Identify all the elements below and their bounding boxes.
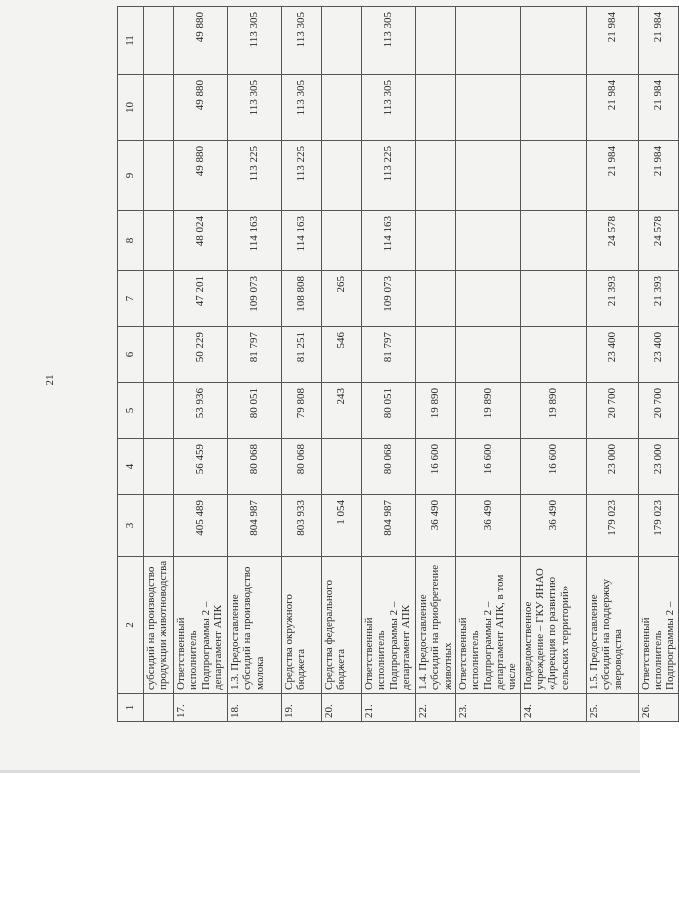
row-name: Подведомственное учреждение – ГКУ ЯНАО «Дирекция по развитию сельских территорий» <box>520 557 586 694</box>
value-cell: 113 225 <box>282 141 322 211</box>
value-cell: 243 <box>322 383 362 439</box>
value-cell <box>520 271 586 327</box>
value-cell <box>144 495 174 557</box>
value-cell: 546 <box>322 327 362 383</box>
value-cell <box>520 141 586 211</box>
scan-edge <box>0 770 640 773</box>
value-cell: 108 808 <box>282 271 322 327</box>
value-cell <box>456 7 521 75</box>
value-cell: 1 054 <box>322 495 362 557</box>
row-name: 1.4. Предоставление субсидий на приобретение животных <box>416 557 456 694</box>
data-table <box>117 6 679 722</box>
value-cell: 80 068 <box>228 439 282 495</box>
value-cell: 23 400 <box>586 327 638 383</box>
value-cell: 113 305 <box>362 75 416 141</box>
row-number: 26. <box>638 694 678 722</box>
row-name: Ответственный исполнитель Подпрограммы 2 – департамент АПК <box>362 557 416 694</box>
value-cell: 113 305 <box>282 7 322 75</box>
value-cell <box>456 211 521 271</box>
table-row <box>586 7 638 722</box>
value-cell: 21 984 <box>586 75 638 141</box>
row-number: 17. <box>174 694 228 722</box>
value-cell: 56 459 <box>174 439 228 495</box>
value-cell: 114 163 <box>362 211 416 271</box>
value-cell: 179 023 <box>638 495 678 557</box>
value-cell: 21 393 <box>638 271 678 327</box>
row-number: 22. <box>416 694 456 722</box>
value-cell: 179 023 <box>586 495 638 557</box>
column-header: 7 <box>118 271 144 327</box>
table-row <box>282 7 322 722</box>
value-cell <box>144 439 174 495</box>
value-cell: 23 000 <box>586 439 638 495</box>
row-name: субсидий на производство продукции животноводства <box>144 557 174 694</box>
value-cell <box>144 327 174 383</box>
column-header: 3 <box>118 495 144 557</box>
value-cell: 24 578 <box>638 211 678 271</box>
row-number: 20. <box>322 694 362 722</box>
value-cell <box>144 141 174 211</box>
table-row <box>456 7 521 722</box>
value-cell: 53 936 <box>174 383 228 439</box>
value-cell <box>144 383 174 439</box>
value-cell: 113 305 <box>282 75 322 141</box>
page-number: 21 <box>44 374 56 386</box>
value-cell: 23 000 <box>638 439 678 495</box>
row-number <box>144 694 174 722</box>
value-cell: 113 225 <box>362 141 416 211</box>
value-cell: 50 229 <box>174 327 228 383</box>
value-cell: 114 163 <box>282 211 322 271</box>
row-number: 21. <box>362 694 416 722</box>
row-number: 19. <box>282 694 322 722</box>
column-header: 6 <box>118 327 144 383</box>
value-cell: 804 987 <box>362 495 416 557</box>
value-cell <box>322 439 362 495</box>
row-name: Ответственный исполнитель Подпрограммы 2 – <box>638 557 678 694</box>
value-cell: 81 797 <box>228 327 282 383</box>
value-cell: 81 251 <box>282 327 322 383</box>
value-cell <box>144 211 174 271</box>
value-cell <box>416 141 456 211</box>
value-cell: 21 393 <box>586 271 638 327</box>
value-cell: 113 305 <box>228 7 282 75</box>
column-header: 8 <box>118 211 144 271</box>
value-cell: 109 073 <box>228 271 282 327</box>
value-cell <box>456 271 521 327</box>
value-cell: 36 490 <box>520 495 586 557</box>
value-cell <box>416 75 456 141</box>
value-cell: 21 984 <box>586 7 638 75</box>
row-number: 24. <box>520 694 586 722</box>
value-cell: 21 984 <box>638 75 678 141</box>
row-number: 18. <box>228 694 282 722</box>
value-cell <box>322 211 362 271</box>
row-name: Средства окружного бюджета <box>282 557 322 694</box>
value-cell <box>416 7 456 75</box>
value-cell: 24 578 <box>586 211 638 271</box>
value-cell: 36 490 <box>456 495 521 557</box>
rotated-table-container <box>117 7 677 722</box>
value-cell <box>520 211 586 271</box>
value-cell: 803 933 <box>282 495 322 557</box>
column-header: 11 <box>118 7 144 75</box>
value-cell <box>456 327 521 383</box>
value-cell <box>144 7 174 75</box>
value-cell: 265 <box>322 271 362 327</box>
value-cell: 19 890 <box>520 383 586 439</box>
value-cell <box>520 7 586 75</box>
value-cell: 81 797 <box>362 327 416 383</box>
table-row <box>362 7 416 722</box>
table-row <box>520 7 586 722</box>
value-cell: 49 880 <box>174 75 228 141</box>
value-cell: 113 305 <box>228 75 282 141</box>
row-name: 1.5. Предоставление субсидий на поддержку звероводства <box>586 557 638 694</box>
value-cell: 21 984 <box>586 141 638 211</box>
table-row <box>228 7 282 722</box>
value-cell: 48 024 <box>174 211 228 271</box>
column-header: 5 <box>118 383 144 439</box>
value-cell: 109 073 <box>362 271 416 327</box>
value-cell <box>520 75 586 141</box>
value-cell: 405 489 <box>174 495 228 557</box>
value-cell: 16 600 <box>520 439 586 495</box>
value-cell <box>456 141 521 211</box>
value-cell: 49 880 <box>174 141 228 211</box>
column-header: 1 <box>118 694 144 722</box>
value-cell: 49 880 <box>174 7 228 75</box>
value-cell: 19 890 <box>416 383 456 439</box>
value-cell: 20 700 <box>586 383 638 439</box>
value-cell <box>456 75 521 141</box>
value-cell: 16 600 <box>456 439 521 495</box>
row-number: 23. <box>456 694 521 722</box>
value-cell: 80 051 <box>228 383 282 439</box>
value-cell: 80 068 <box>282 439 322 495</box>
value-cell: 113 225 <box>228 141 282 211</box>
table-row <box>638 7 678 722</box>
row-name: Средства федерального бюджета <box>322 557 362 694</box>
value-cell: 23 400 <box>638 327 678 383</box>
table-row <box>416 7 456 722</box>
value-cell <box>416 211 456 271</box>
value-cell <box>322 75 362 141</box>
value-cell <box>322 141 362 211</box>
value-cell: 114 163 <box>228 211 282 271</box>
value-cell: 80 068 <box>362 439 416 495</box>
column-header: 2 <box>118 557 144 694</box>
value-cell: 79 808 <box>282 383 322 439</box>
value-cell: 47 201 <box>174 271 228 327</box>
value-cell: 16 600 <box>416 439 456 495</box>
value-cell: 20 700 <box>638 383 678 439</box>
value-cell <box>144 271 174 327</box>
value-cell: 804 987 <box>228 495 282 557</box>
column-header: 10 <box>118 75 144 141</box>
table-row <box>322 7 362 722</box>
value-cell: 80 051 <box>362 383 416 439</box>
value-cell <box>416 327 456 383</box>
row-number: 25. <box>586 694 638 722</box>
column-header: 4 <box>118 439 144 495</box>
value-cell: 113 305 <box>362 7 416 75</box>
table-row <box>144 7 174 722</box>
value-cell: 19 890 <box>456 383 521 439</box>
value-cell <box>416 271 456 327</box>
value-cell <box>520 327 586 383</box>
table-row <box>174 7 228 722</box>
row-name: Ответственный исполнитель Подпрограммы 2 – департамент АПК, в том числе <box>456 557 521 694</box>
value-cell <box>322 7 362 75</box>
value-cell: 21 984 <box>638 141 678 211</box>
row-name: 1.3. Предоставление субсидий на производство молока <box>228 557 282 694</box>
value-cell: 21 984 <box>638 7 678 75</box>
row-name: Ответственный исполнитель Подпрограммы 2 – департамент АПК <box>174 557 228 694</box>
value-cell <box>144 75 174 141</box>
value-cell: 36 490 <box>416 495 456 557</box>
header-row <box>118 7 144 722</box>
column-header: 9 <box>118 141 144 211</box>
